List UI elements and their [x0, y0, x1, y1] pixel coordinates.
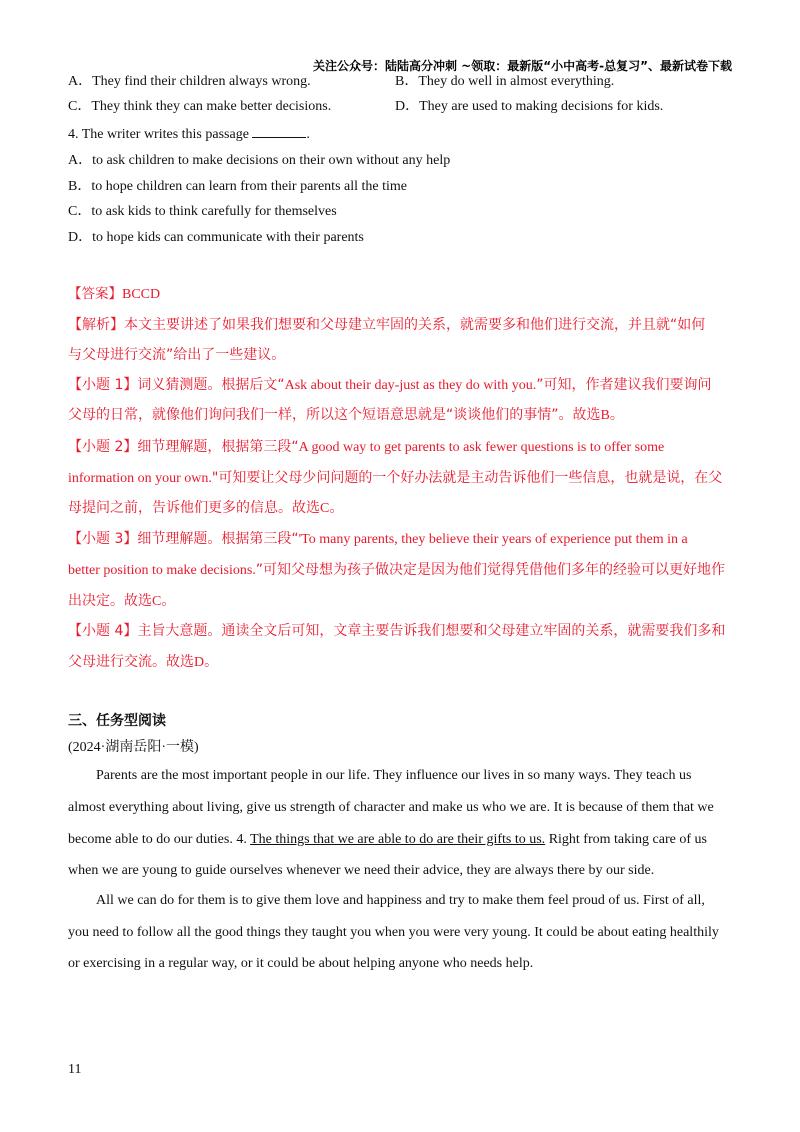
q1-line2-text: 父母的日常，就像他们询问我们一样，所以这个短语意思就是“谈谈他们的事情”。故选: [68, 407, 601, 423]
q2-label: 【小题 2】: [68, 439, 138, 455]
passage-p2-line-1: All we can do for them is to give them love and happiness and try to make them feel proud of us. First of all,: [96, 893, 705, 908]
q3-option-a: A．They find their children always wrong.: [68, 74, 311, 89]
q4-option-d: D．to hope kids can communicate with their parents: [68, 230, 364, 245]
q2-quote-end: information on your own.: [68, 471, 212, 486]
answer-blank: [252, 125, 306, 138]
q4-explanation-line-1: [68, 620, 732, 640]
q4-answer: D。: [194, 655, 219, 670]
q1-explanation-line-2: [68, 404, 732, 424]
passage-p1-line-3: [68, 832, 732, 848]
q4-line1-text: 主旨大意题。通读全文后可知，文章主要告诉我们想要和父母建立牢固的关系，就需要我们多和: [137, 623, 726, 639]
answer-line: [68, 284, 160, 305]
q4-stem-text: 4. The writer writes this passage: [68, 127, 253, 142]
q3-explanation-line-1: [68, 528, 732, 548]
page-number: 11: [68, 1062, 82, 1077]
q1-text-c: ”可知，作者建议我们要询问: [536, 377, 712, 393]
q1-text-a: 词义猜测题。根据后文“: [137, 377, 285, 393]
q4-option-c: C．to ask kids to think carefully for themselves: [68, 204, 337, 219]
q1-label: 【小题 1】: [68, 377, 138, 393]
passage-p1-l3-start: become able to do our duties. 4.: [68, 832, 251, 847]
q2-text-a: 细节理解题，根据第三段“: [137, 439, 299, 455]
q3-option-d: D．They are used to making decisions for kids.: [395, 99, 664, 114]
q4-explanation-line-2: [68, 651, 732, 671]
passage-p1-l3-end: Right from taking care of us: [545, 832, 707, 847]
q1-quote: Ask about their day-just as they do with you.: [284, 378, 537, 393]
q3-explanation-line-3: [68, 590, 732, 610]
q3-line2-text: ”可知父母想为孩子做决定是因为他们觉得凭借他们多年的经验可以更好地作: [255, 562, 726, 578]
source-note: (2024·湖南岳阳·一模): [68, 740, 199, 755]
q4-line2-text: 父母进行交流。故选: [68, 654, 194, 670]
q3-quote: 'To many parents, they believe their years of experience put them in a: [298, 532, 688, 547]
answer-label: 【答案】: [68, 286, 122, 302]
analysis-line-1: [68, 314, 732, 334]
passage-p1-line-2: almost everything about living, give us strength of character and make us who we are. It is because of them that we: [68, 800, 714, 815]
q4-option-a: A．to ask children to make decisions on their own without any help: [68, 153, 451, 168]
q3-answer: C。: [152, 594, 176, 609]
q1-explanation-line-1: [68, 374, 732, 394]
q2-explanation-line-3: [68, 497, 732, 517]
q3-line3-text: 出决定。故选: [68, 593, 152, 609]
q3-explanation-line-2: [68, 559, 732, 579]
passage-p2-line-3: or exercising in a regular way, or it could be about helping anyone who needs help.: [68, 956, 534, 971]
q4-stem: [68, 125, 310, 145]
q3-option-c: C．They think they can make better decisions.: [68, 99, 332, 114]
q3-label: 【小题 3】: [68, 531, 138, 547]
analysis-text-1: 本文主要讲述了如果我们想要和父母建立牢固的关系，就需要多和他们进行交流，并且就“如何: [124, 317, 706, 333]
q1-answer: B。: [600, 408, 624, 423]
q2-explanation-line-1: [68, 436, 732, 456]
underlined-sentence: The things that we are able to do are their gifts to us.: [250, 832, 546, 847]
q3-text-a: 细节理解题。根据第三段“: [137, 531, 299, 547]
page-header: 关注公众号：陆陆高分冲刺 ~领取：最新版“小中高考-总复习”、最新试卷下载: [313, 59, 732, 73]
q2-line3-text: 母提问之前，告诉他们更多的信息。故选: [68, 500, 320, 516]
passage-p1-line-4: when we are young to guide ourselves whenever we need their advice, they are always there by our side.: [68, 863, 655, 878]
answer-value: BCCD: [122, 287, 161, 302]
section-title: 三、任务型阅读: [68, 713, 166, 729]
q2-line2-text: "可知要让父母少问问题的一个好办法就是主动告诉他们一些信息，也就是说，在父: [211, 470, 723, 486]
passage-p2-line-2: you need to follow all the good things they taught you when you were very young. It could be about eating healthily: [68, 925, 719, 940]
q3-quote-end: better position to make decisions.: [68, 563, 256, 578]
q4-stem-end: .: [306, 127, 310, 142]
q2-explanation-line-2: [68, 467, 732, 487]
q4-label: 【小题 4】: [68, 623, 138, 639]
q4-option-b: B．to hope children can learn from their parents all the time: [68, 179, 407, 194]
analysis-line-2: 与父母进行交流”给出了一些建议。: [68, 347, 286, 363]
q2-quote: A good way to get parents to ask fewer questions is to offer some: [298, 440, 665, 455]
analysis-label: 【解析】: [68, 317, 124, 333]
q2-answer: C。: [320, 501, 344, 516]
passage-p1-line-1: Parents are the most important people in our life. They influence our lives in so many ways. They teach us: [96, 768, 692, 783]
q3-option-b: B．They do well in almost everything.: [395, 74, 615, 89]
